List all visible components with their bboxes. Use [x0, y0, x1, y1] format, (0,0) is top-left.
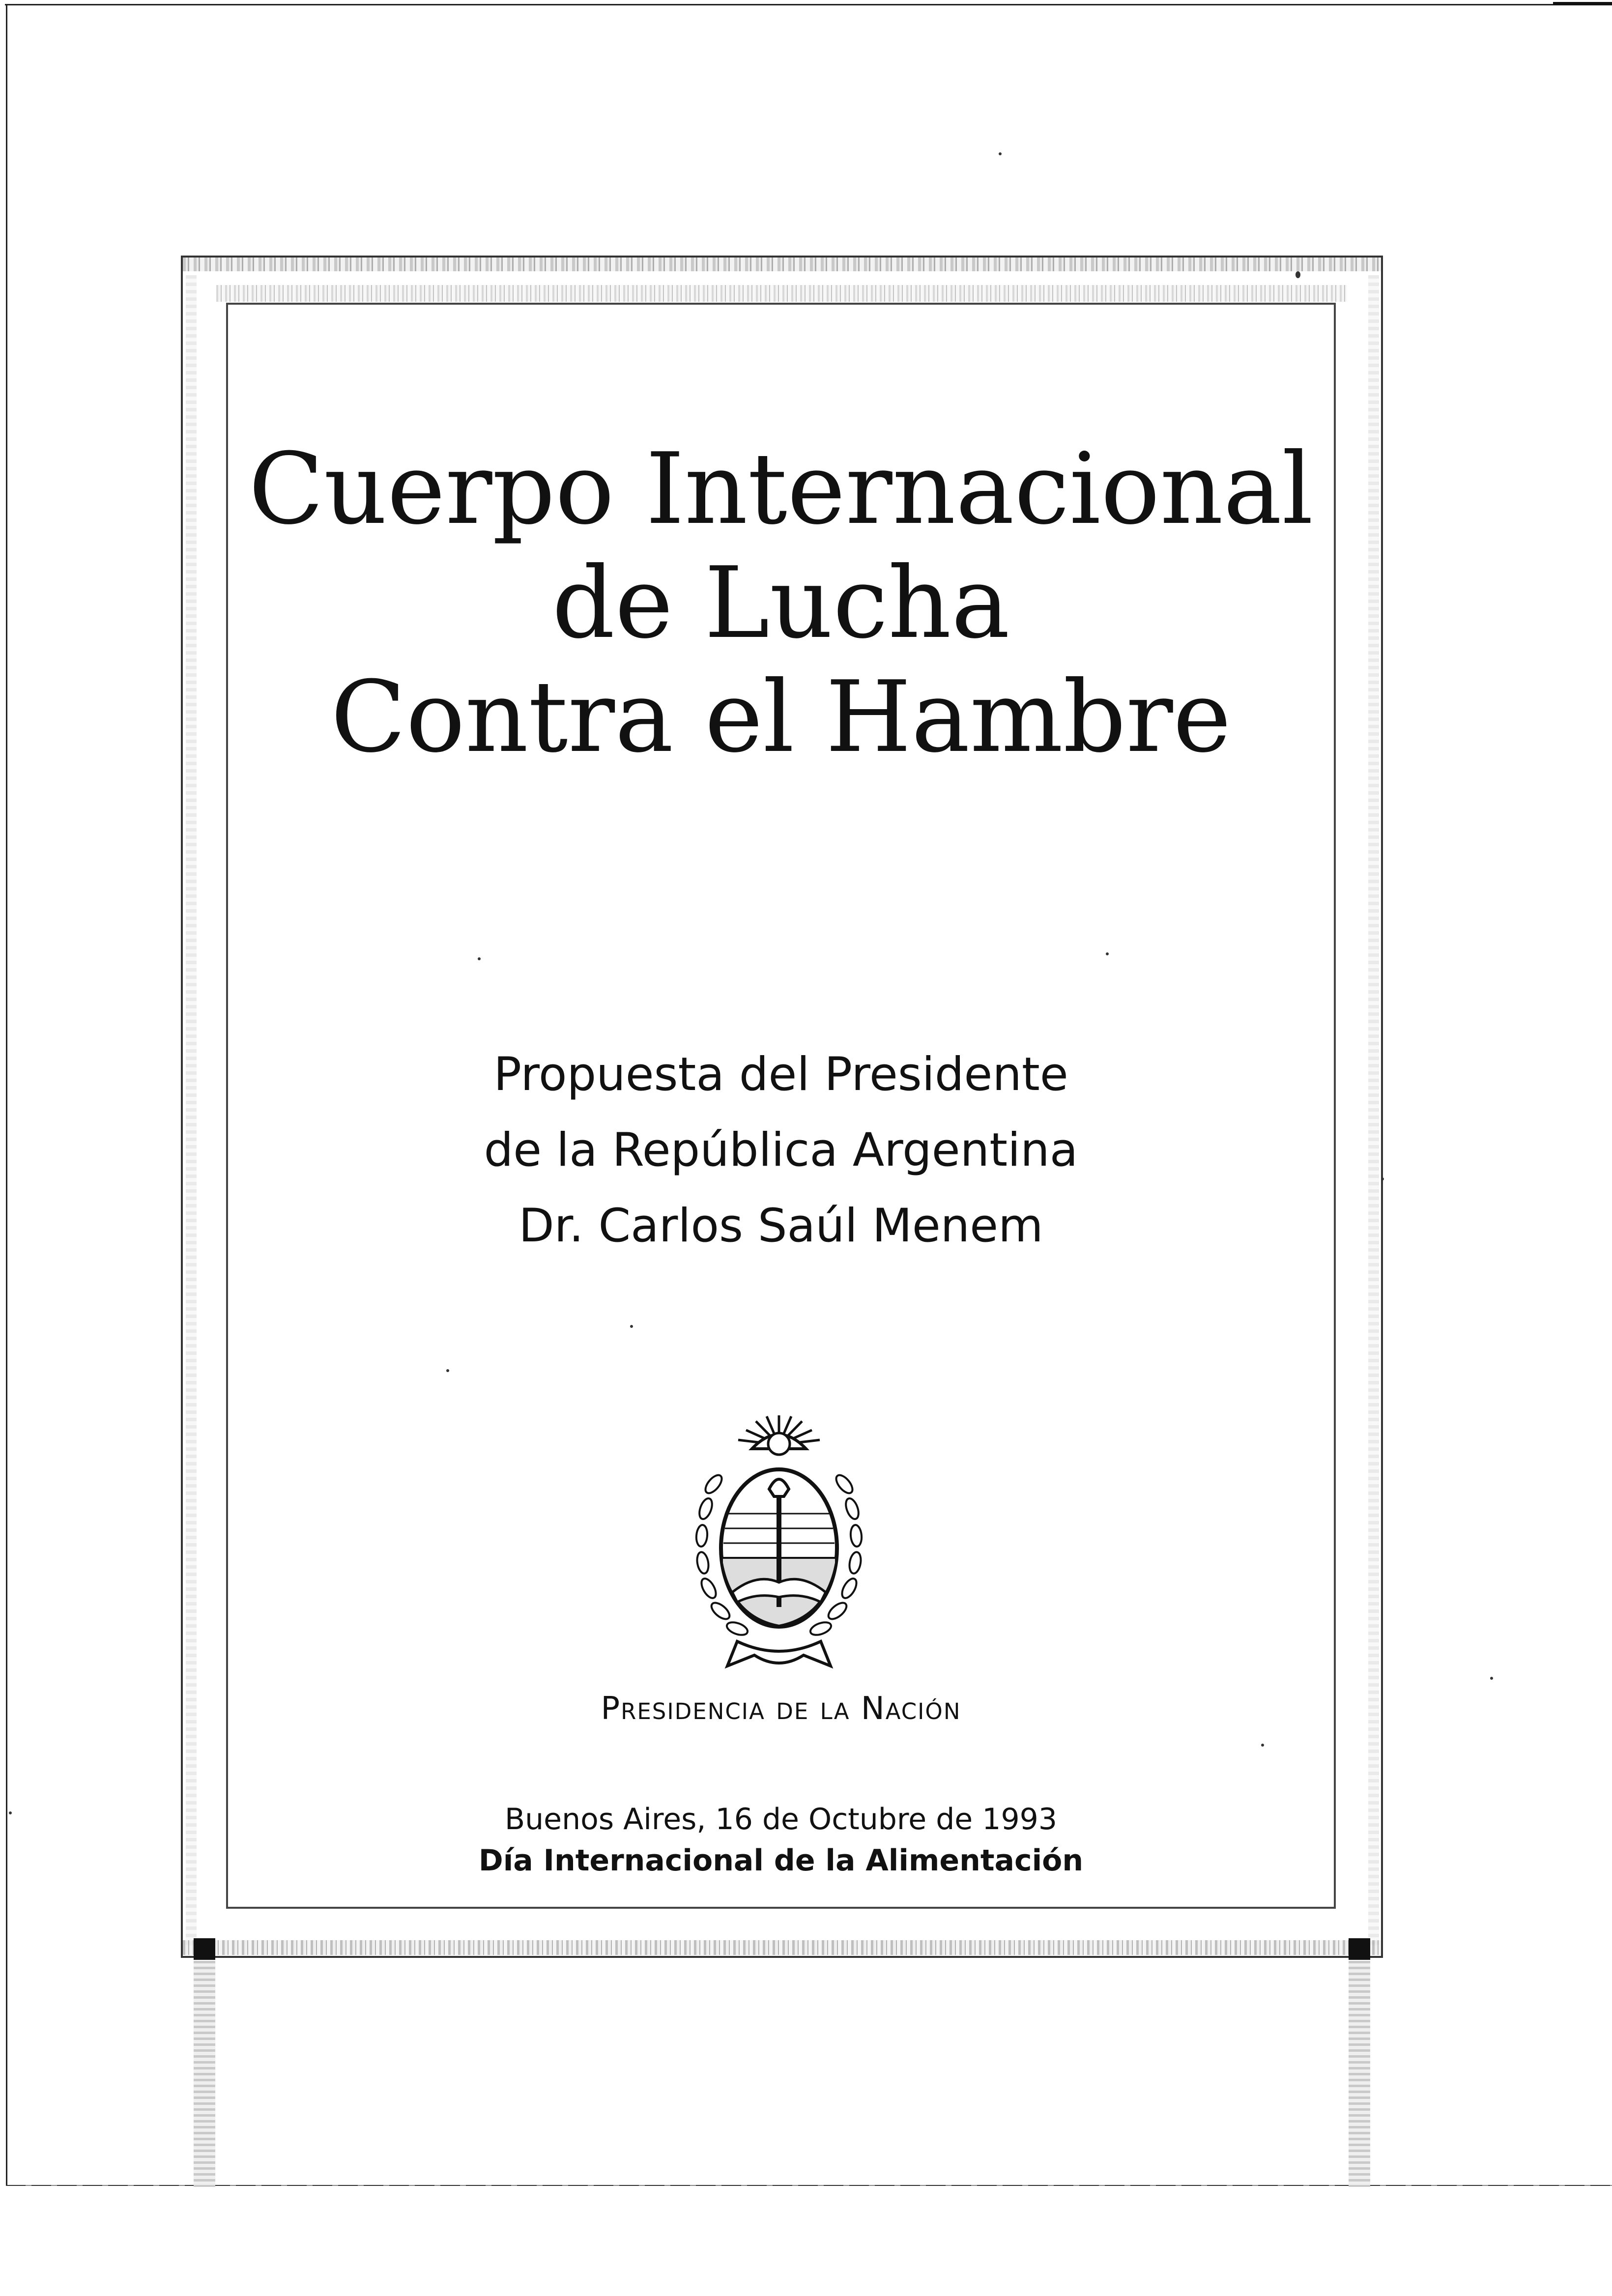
scan-edge-left — [6, 4, 7, 2186]
issuer-label: Presidencia de la Nación — [601, 1691, 961, 1727]
scan-speck — [999, 152, 1002, 155]
frame-leg-right — [1349, 1961, 1370, 2187]
scan-speck — [1261, 1744, 1264, 1747]
corner-mark-right — [1349, 1938, 1370, 1960]
title-line: Cuerpo Internacional — [248, 432, 1314, 546]
scan-speck — [1106, 952, 1109, 955]
scan-edge-bottom — [6, 2185, 1612, 2186]
title-line: Contra el Hambre — [330, 660, 1232, 775]
occasion-label: Día Internacional de la Alimentación — [478, 1843, 1084, 1878]
scan-speck — [1381, 1177, 1384, 1180]
scan-speck — [446, 1369, 449, 1372]
scan-speck — [630, 1325, 633, 1328]
subtitle-line: de la República Argentina — [484, 1123, 1078, 1177]
argentine-coat-of-arms-icon — [678, 1386, 880, 1686]
scan-speck — [478, 957, 481, 960]
corner-mark-left — [194, 1938, 215, 1960]
frame-inner-shade-top — [216, 285, 1347, 302]
scan-speck — [1490, 1677, 1493, 1680]
cover-subtitle — [226, 1037, 1336, 1264]
frame-shade-top — [183, 258, 1381, 271]
scan-edge-top-right — [1553, 2, 1612, 5]
scan-speck — [9, 1811, 12, 1814]
frame-leg-left — [194, 1961, 215, 2187]
frame-shade-bottom — [183, 1940, 1381, 1955]
subtitle-line: Propuesta del Presidente — [493, 1048, 1068, 1101]
scan-speck — [1295, 271, 1300, 278]
subtitle-line: Dr. Carlos Saúl Menem — [518, 1199, 1043, 1253]
cover-title — [226, 432, 1336, 775]
title-line: de Lucha — [552, 546, 1010, 660]
scan-edge-top — [5, 4, 1612, 5]
place-date: Buenos Aires, 16 de Octubre de 1993 — [504, 1802, 1057, 1837]
